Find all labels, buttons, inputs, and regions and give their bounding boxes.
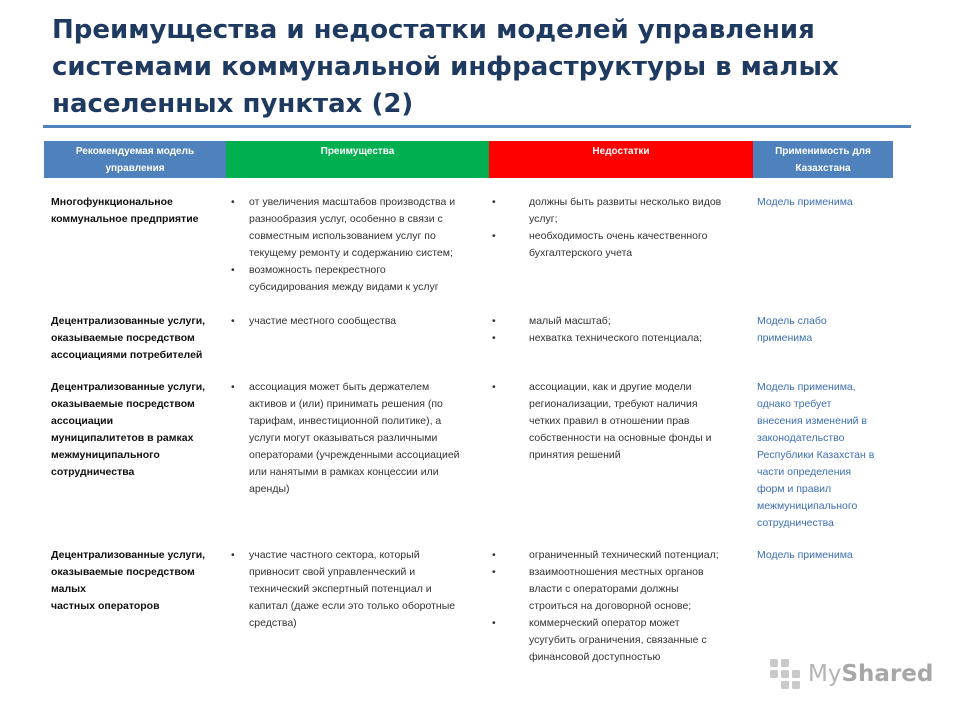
header-text: Применимость для: [775, 146, 871, 157]
title-line: Преимущества и недостатки моделей управления: [52, 15, 815, 45]
cell-line: услуг;: [529, 213, 558, 225]
list-item: [491, 228, 741, 262]
header-text: Недостатки: [592, 146, 650, 157]
logo-text-b: Shared: [841, 661, 934, 687]
cell-line: Многофункциональное: [51, 196, 173, 208]
disadvantages-list: [491, 194, 741, 262]
cell-line: форм и правил: [757, 483, 832, 495]
logo-icon: [768, 657, 802, 691]
cell-line: собственности на основные фонды и: [529, 432, 712, 444]
myshared-logo: [768, 657, 933, 691]
cell-line: ассоциациями потребителей: [51, 349, 203, 361]
cell-line: текущему ремонту и содержанию систем;: [249, 247, 453, 259]
header-model: [44, 141, 226, 178]
cell-line: • должны быть развиты несколько видов: [529, 196, 722, 208]
cell-line: Модель слабо: [757, 315, 827, 327]
cell-line: Децентрализованные услуги,: [51, 549, 206, 561]
cell-line: оказываемые посредством: [51, 398, 195, 410]
header-text: Рекомендуемая модель: [75, 146, 195, 157]
header-disadvantages: [489, 141, 753, 178]
cell-line: ассоциации: [51, 415, 114, 427]
list-item: [230, 262, 482, 296]
advantages-list: [230, 547, 482, 632]
list-item: [491, 194, 741, 228]
cell-line: строиться на договорной основе;: [529, 600, 692, 612]
cell-line: части определения: [757, 466, 852, 478]
cell-line: • необходимость очень качественного: [529, 230, 708, 242]
cell-line: законодательство: [757, 432, 845, 444]
cell-line: или нанятыми в рамках концессии или: [249, 466, 439, 478]
advantages-list: [230, 379, 482, 498]
cell-line: сотрудничества: [51, 466, 135, 478]
cell-line: усугубить ограничения, связанные с: [529, 634, 707, 646]
cell-line: тарифам, инвестиционной политике), а: [249, 415, 442, 427]
applicability-cell: [757, 194, 897, 211]
cell-line: • от увеличения масштабов производства и: [249, 196, 456, 208]
list-item: [491, 313, 741, 330]
cell-line: привносит свой управленческий и: [249, 566, 416, 578]
disadvantages-list: [491, 547, 741, 666]
model-cell: [51, 379, 223, 481]
cell-line: бухгалтерского учета: [529, 247, 633, 259]
cell-line: • ассоциации, как и другие модели: [529, 381, 692, 393]
list-item: [230, 547, 482, 632]
cell-line: Республики Казахстан в: [757, 449, 875, 461]
cell-line: операторами (учрежденными ассоциацией: [249, 449, 460, 461]
cell-line: внесения изменений в: [757, 415, 867, 427]
header-text: Казахстана: [795, 163, 851, 174]
logo-text: [808, 661, 933, 687]
cell-line: регионализации, требуют наличия: [529, 398, 698, 410]
cell-line: разнообразия услуг, особенно в связи с: [249, 213, 443, 225]
list-item: [491, 379, 741, 464]
title-divider: [43, 125, 911, 128]
model-cell: [51, 547, 223, 615]
cell-line: Децентрализованные услуги,: [51, 315, 206, 327]
logo-text-a: My: [808, 661, 842, 687]
cell-line: • участие частного сектора, который: [249, 549, 420, 561]
cell-line: однако требует: [757, 398, 832, 410]
cell-line: малых: [51, 583, 86, 595]
advantages-list: [230, 313, 482, 330]
cell-line: капитал (даже если это только оборотные: [249, 600, 456, 612]
cell-line: активов и (или) принимать решения (по: [249, 398, 443, 410]
cell-line: • малый масштаб;: [529, 315, 611, 327]
cell-line: • нехватка технического потенциала;: [529, 332, 703, 344]
header-applicability: [753, 141, 893, 178]
cell-line: средства): [249, 617, 297, 629]
cell-line: власти с операторами должны: [529, 583, 679, 595]
cell-line: • ограниченный технический потенциал;: [529, 549, 719, 561]
title-line: населенных пунктах (2): [52, 89, 414, 119]
list-item: [491, 615, 741, 666]
cell-line: • коммерческий оператор может: [529, 617, 680, 629]
cell-line: частных операторов: [51, 600, 160, 612]
cell-line: Модель применима,: [757, 381, 856, 393]
cell-line: • участие местного сообщества: [249, 315, 397, 327]
list-item: [491, 547, 741, 564]
list-item: [491, 330, 741, 347]
cell-line: • возможность перекрестного: [249, 264, 386, 276]
list-item: [230, 194, 482, 262]
applicability-cell: [757, 313, 897, 347]
applicability-cell: [757, 547, 897, 564]
header-advantages: [226, 141, 489, 178]
cell-line: межмуниципального: [757, 500, 858, 512]
disadvantages-list: [491, 313, 741, 347]
cell-line: принятия решений: [529, 449, 621, 461]
list-item: [491, 564, 741, 615]
cell-line: технический экспертный потенциал и: [249, 583, 432, 595]
cell-line: оказываемые посредством: [51, 566, 195, 578]
cell-line: применима: [757, 332, 813, 344]
list-item: [230, 379, 482, 498]
disadvantages-list: [491, 379, 741, 464]
slide-title: [52, 12, 932, 123]
title-line: системами коммунальной инфраструктуры в малых: [52, 52, 839, 82]
cell-line: совместным использованием услуг по: [249, 230, 436, 242]
cell-line: услуги могут оказываться различными: [249, 432, 438, 444]
cell-line: Модель применима: [757, 196, 853, 208]
cell-line: • взаимоотношения местных органов: [529, 566, 704, 578]
cell-line: коммунальное предприятие: [51, 213, 199, 225]
cell-line: оказываемые посредством: [51, 332, 195, 344]
model-cell: [51, 194, 223, 228]
model-cell: [51, 313, 223, 364]
cell-line: Модель применима: [757, 549, 853, 561]
cell-line: финансовой доступностью: [529, 651, 661, 663]
cell-line: сотрудничества: [757, 517, 834, 529]
header-text: Преимущества: [320, 146, 395, 157]
cell-line: Децентрализованные услуги,: [51, 381, 206, 393]
header-text: управления: [105, 163, 165, 174]
advantages-list: [230, 194, 482, 296]
cell-line: межмуниципального: [51, 449, 160, 461]
cell-line: четких правил в отношении прав: [529, 415, 690, 427]
cell-line: • ассоциация может быть держателем: [249, 381, 430, 393]
cell-line: субсидирования между видами к услуг: [249, 281, 439, 293]
applicability-cell: [757, 379, 897, 532]
cell-line: аренды): [249, 483, 290, 495]
cell-line: муниципалитетов в рамках: [51, 432, 194, 444]
list-item: [230, 313, 482, 330]
